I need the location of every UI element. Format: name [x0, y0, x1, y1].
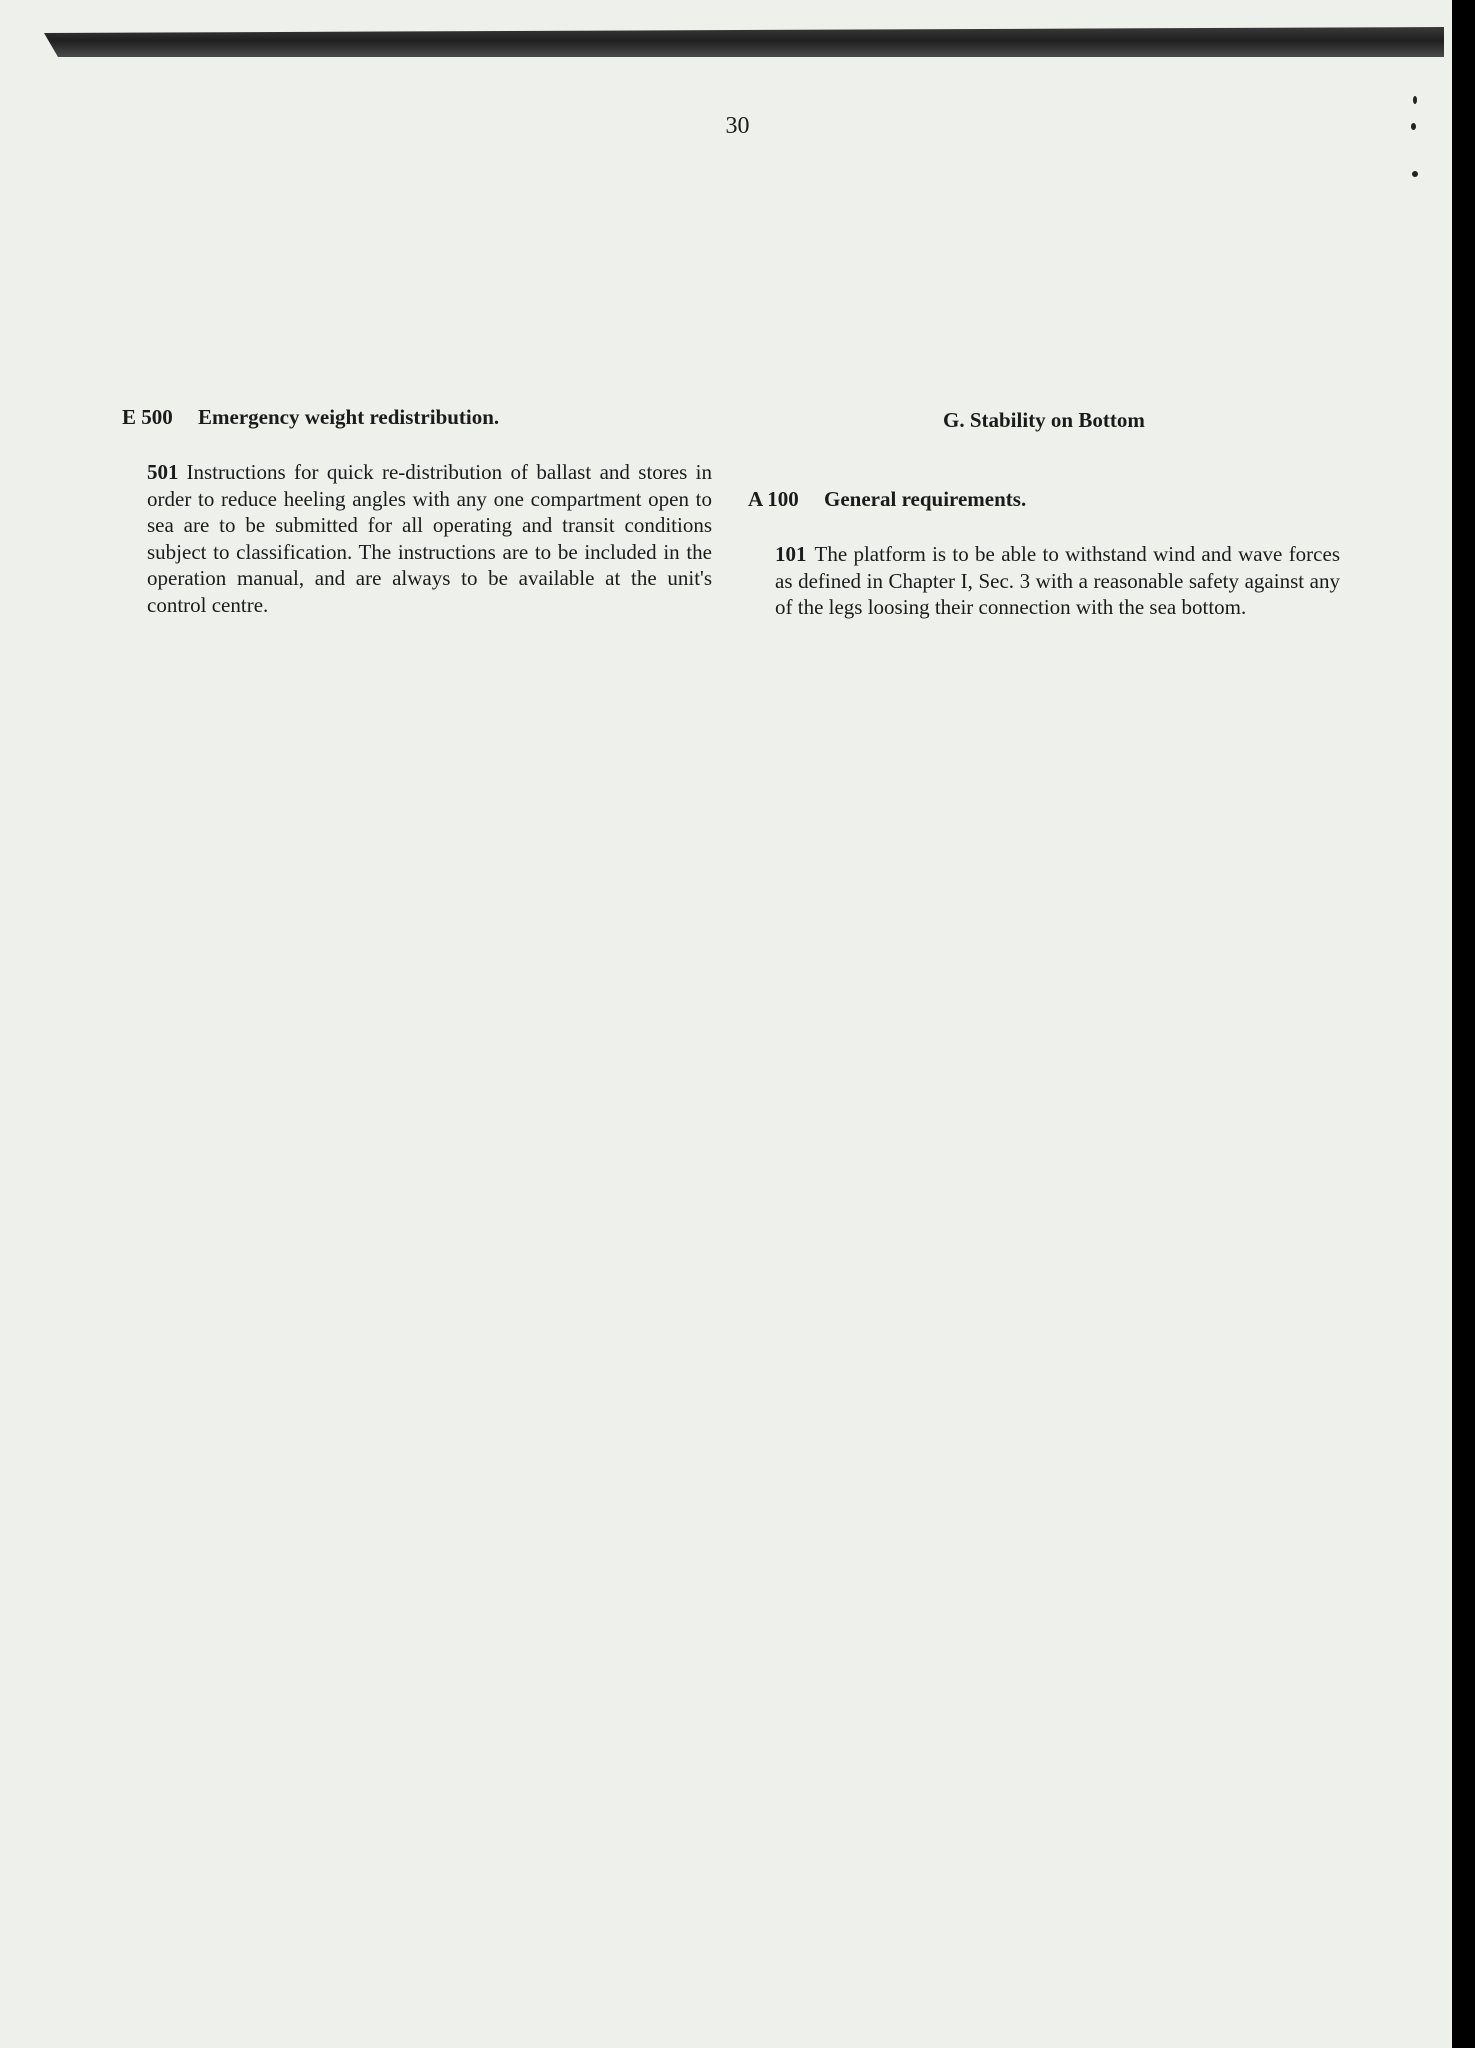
scan-speck [1413, 96, 1417, 104]
section-letter: A [748, 487, 763, 511]
paragraph-number: 101 [775, 542, 807, 566]
paragraph-number: 501 [147, 460, 179, 484]
paragraph-101 [775, 541, 1340, 621]
section-letter: E [122, 405, 137, 429]
scan-speck [1412, 171, 1418, 177]
paragraph-text: Instructions for quick re-distribution of ballast and stores in order to reduce heeling angles with any one compartment open to sea are to be submitted for all operating and transit conditions subject to classification. The instructions are to be included in the operation manual, and are always to be available at the unit's control centre. [147, 460, 712, 617]
section-heading-a100 [748, 487, 1026, 512]
paragraph-text: The platform is to be able to withstand wind and wave forces as defined in Chapter I, Sec. 3 with a reasonable safety against any of the legs loosing their connection with the sea bottom. [775, 542, 1340, 620]
section-number: 100 [767, 487, 799, 511]
chapter-heading: G. Stability on Bottom [943, 408, 1145, 432]
paragraph-501 [147, 459, 712, 619]
page-number: 30 [725, 113, 750, 139]
section-title: General requirements. [824, 487, 1027, 511]
scan-edge-bar [44, 27, 1444, 57]
section-number: 500 [141, 405, 173, 429]
section-title: Emergency weight redistribution. [198, 405, 500, 429]
section-heading-e500 [122, 405, 499, 430]
